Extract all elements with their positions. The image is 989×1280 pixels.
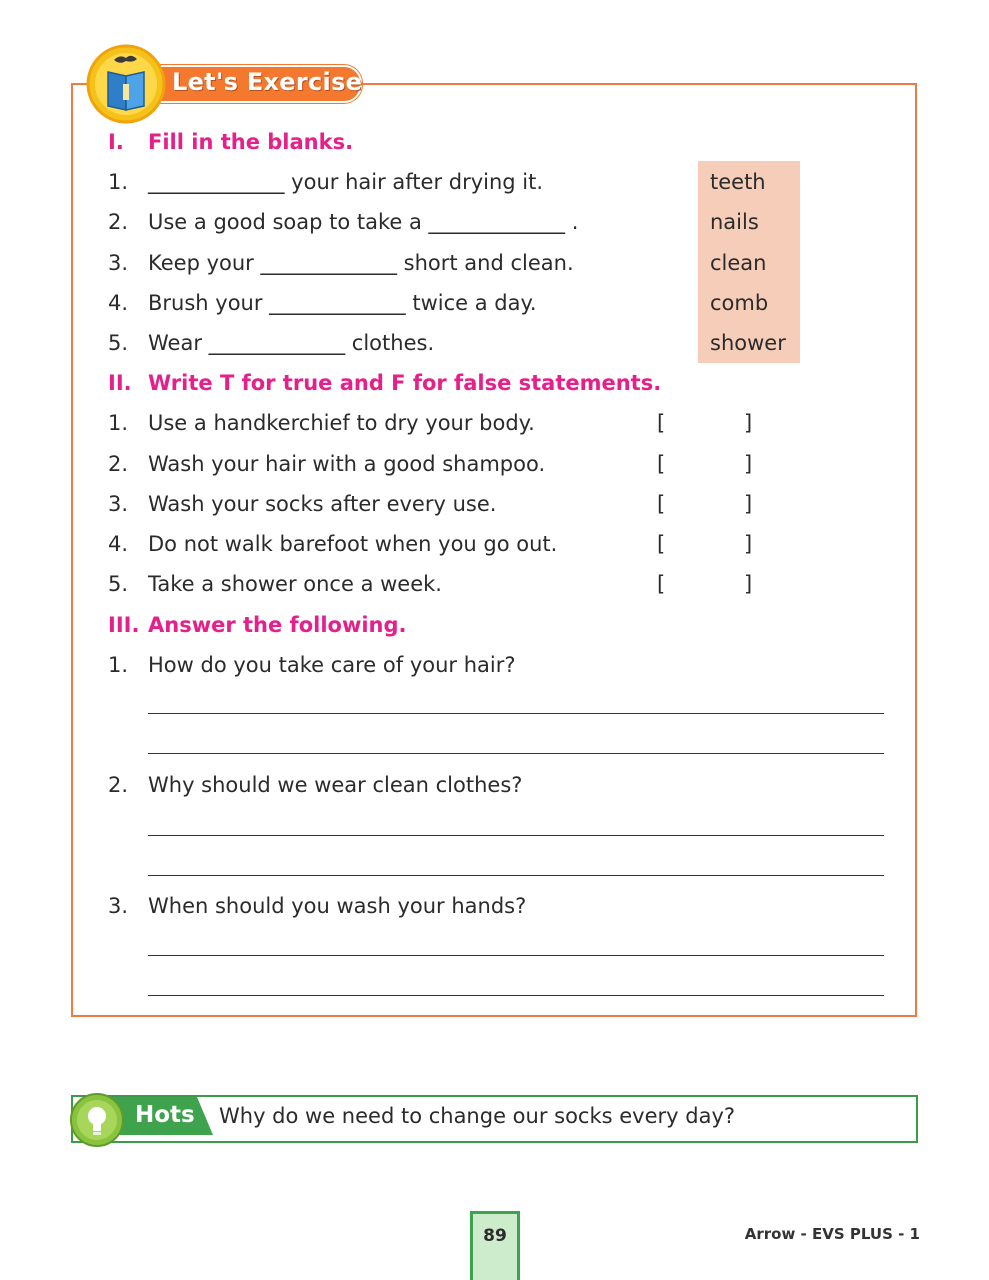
answer-bracket-open: [: [657, 411, 666, 435]
item-text: Use a handkerchief to dry your body.: [148, 411, 535, 435]
answer-bracket-close: ]: [744, 492, 753, 516]
answer-bracket-open: [: [657, 532, 666, 556]
part1-heading-number: I.: [108, 130, 124, 154]
item-number: 2.: [108, 210, 129, 234]
answer-bracket-open: [: [657, 452, 666, 476]
item-text: Wear _____________ clothes.: [148, 331, 435, 355]
answer-line[interactable]: [148, 995, 884, 996]
item-number: 2.: [108, 452, 129, 476]
item-text: When should you wash your hands?: [148, 894, 527, 918]
hots-question: Why do we need to change our socks every day?: [219, 1104, 736, 1128]
part1-heading: Fill in the blanks.: [148, 130, 354, 154]
item-number: 3.: [108, 492, 129, 516]
item-number: 1.: [108, 653, 129, 677]
item-text: Wash your socks after every use.: [148, 492, 497, 516]
answer-line[interactable]: [148, 955, 884, 956]
item-text: _____________ your hair after drying it.: [148, 170, 544, 194]
hots-label: Hots: [135, 1102, 195, 1128]
answer-line[interactable]: [148, 835, 884, 836]
answer-line[interactable]: [148, 875, 884, 876]
item-text: Take a shower once a week.: [148, 572, 442, 596]
answer-bracket-close: ]: [744, 572, 753, 596]
item-number: 1.: [108, 411, 129, 435]
section-badge-label: Let's Exercise: [172, 68, 363, 96]
part2-heading-number: II.: [108, 371, 132, 395]
word-bank-item: shower: [710, 331, 786, 355]
item-text: Wash your hair with a good shampoo.: [148, 452, 546, 476]
item-text: Use a good soap to take a _____________ .: [148, 210, 579, 234]
word-bank-item: teeth: [710, 170, 766, 194]
part2-heading: Write T for true and F for false statements.: [148, 371, 662, 395]
answer-bracket-open: [: [657, 572, 666, 596]
word-bank-item: clean: [710, 251, 767, 275]
part3-heading-number: III.: [108, 613, 140, 637]
item-text: Why should we wear clean clothes?: [148, 773, 523, 797]
item-number: 3.: [108, 894, 129, 918]
part3-heading: Answer the following.: [148, 613, 407, 637]
item-text: Do not walk barefoot when you go out.: [148, 532, 558, 556]
word-bank-item: comb: [710, 291, 769, 315]
item-text: Keep your _____________ short and clean.: [148, 251, 574, 275]
item-number: 3.: [108, 251, 129, 275]
page-number: 89: [483, 1226, 507, 1246]
item-text: Brush your _____________ twice a day.: [148, 291, 537, 315]
item-text: How do you take care of your hair?: [148, 653, 516, 677]
answer-bracket-open: [: [657, 492, 666, 516]
lightbulb-icon: [69, 1092, 125, 1148]
answer-bracket-close: ]: [744, 532, 753, 556]
book-reading-icon: [86, 44, 166, 124]
item-number: 4.: [108, 291, 129, 315]
footer-book-title: Arrow - EVS PLUS - 1: [744, 1225, 920, 1243]
word-bank-item: nails: [710, 210, 759, 234]
answer-bracket-close: ]: [744, 411, 753, 435]
item-number: 5.: [108, 331, 129, 355]
item-number: 2.: [108, 773, 129, 797]
answer-line[interactable]: [148, 753, 884, 754]
answer-line[interactable]: [148, 713, 884, 714]
item-number: 5.: [108, 572, 129, 596]
item-number: 1.: [108, 170, 129, 194]
item-number: 4.: [108, 532, 129, 556]
answer-bracket-close: ]: [744, 452, 753, 476]
